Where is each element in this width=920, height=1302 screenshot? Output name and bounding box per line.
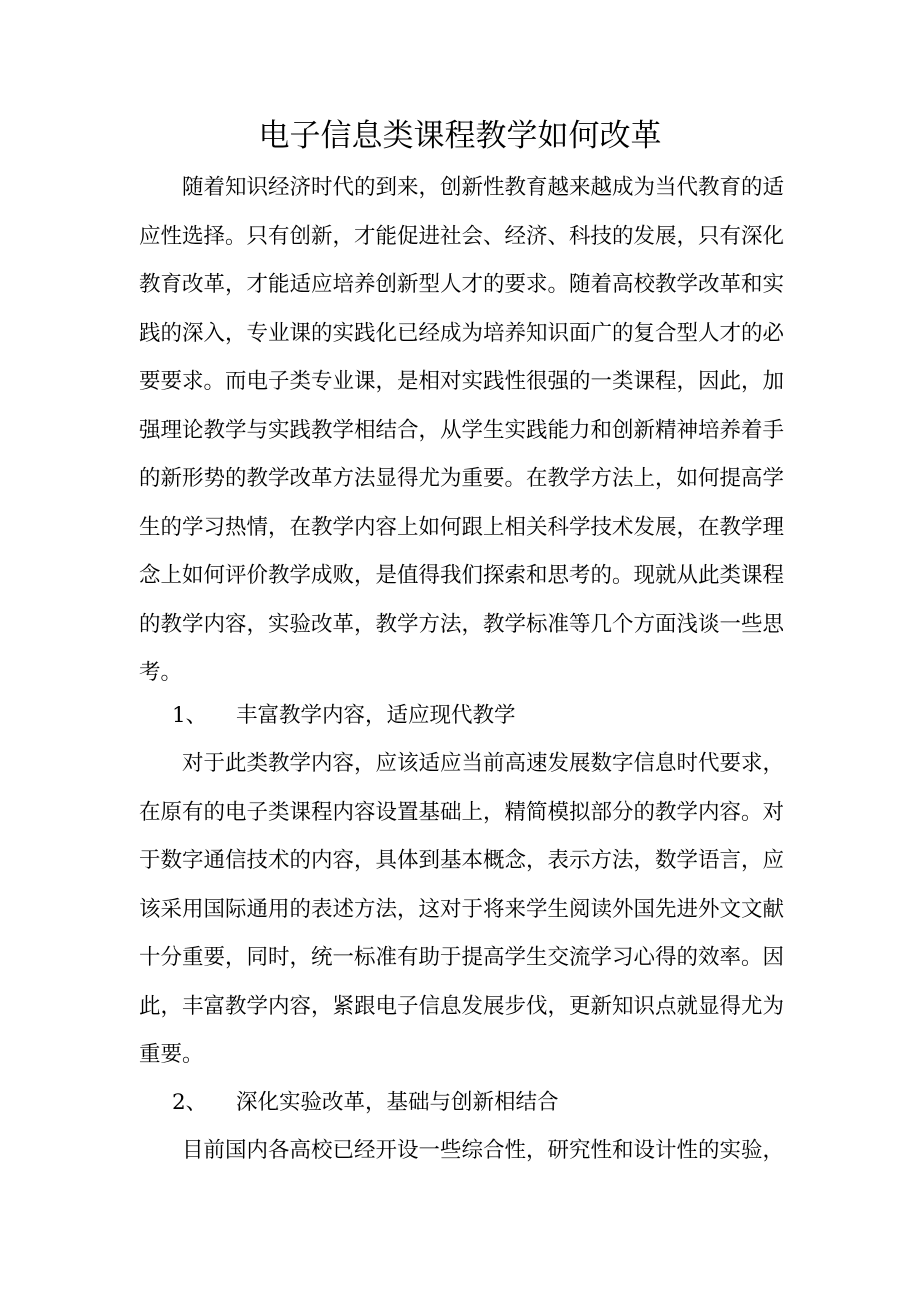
- section-heading-text: 丰富教学内容，适应现代教学: [236, 703, 516, 728]
- section-heading-2: [172, 1079, 559, 1128]
- section-2-paragraph: 目前国内各高校已经开设一些综合性，研究性和设计性的实验，: [182, 1138, 785, 1163]
- intro-paragraph: 随着知识经济时代的到来，创新性教育越来越成为当代教育的适应性选择。只有创新，才能促进社会、经济、科技的发展，只有深化教育改革，才能适应培养创新型人才的要求。随着高校教学改革和实践的深入，专业课的实践化已经成为培养知识面广的复合型人才的必要要求。而电子类专业课，是相对实践性很强的一类课程，因此，加强理论教学与实践教学相结合，从学生实践能力和创新精神培养着手的新形势的教学改革方法显得尤为重要。在教学方法上，如何提高学生的学习热情，在教学内容上如何跟上相关科学技术发展，在教学理念上如何评价教学成败，是值得我们探索和思考的。现就从此类课程的教学内容，实验改革，教学方法，教学标准等几个方面浅谈一些思考。: [139, 175, 785, 685]
- section-heading-1: [172, 692, 516, 741]
- section-number: 1、: [172, 703, 208, 728]
- page-title: 电子信息类课程教学如何改革: [258, 118, 662, 154]
- section-number: 2、: [172, 1090, 208, 1115]
- section-heading-text: 深化实验改革，基础与创新相结合: [236, 1090, 559, 1115]
- section-1-paragraph: 对于此类教学内容，应该适应当前高速发展数字信息时代要求，在原有的电子类课程内容设置基础上，精简模拟部分的教学内容。对于数字通信技术的内容，具体到基本概念，表示方法，数学语言，应该采用国际通用的表述方法，这对于将来学生阅读外国先进外文文献十分重要，同时，统一标准有助于提高学生交流学习心得的效率。因此，丰富教学内容，紧跟电子信息发展步伐，更新知识点就显得尤为重要。: [139, 751, 785, 1067]
